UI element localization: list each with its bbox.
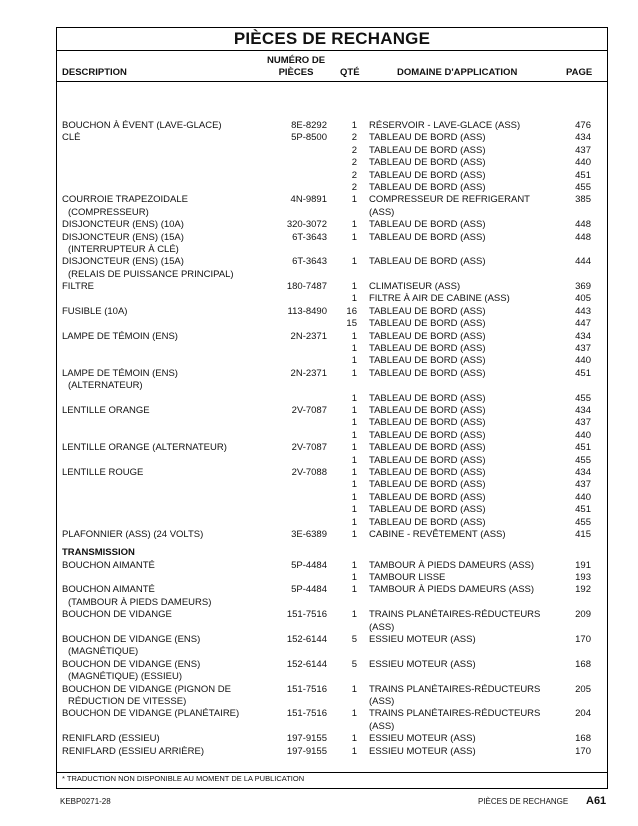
quantity-cell: 1 — [351, 231, 357, 243]
application-cell: RÉSERVOIR - LAVE-GLACE (ASS) — [369, 120, 521, 131]
table-row — [57, 145, 607, 157]
description-cell: BOUCHON DE VIDANGE (PLANÉTAIRE) — [62, 708, 240, 720]
description-cell: (MAGNÉTIQUE) — [68, 646, 139, 658]
application-cell: TABLEAU DE BORD (ASS) — [369, 318, 486, 330]
application-cell: TABLEAU DE BORD (ASS) — [369, 429, 486, 441]
table-row — [57, 256, 607, 268]
section-heading: TRANSMISSION — [62, 547, 135, 559]
header-page: PAGE — [566, 67, 593, 78]
table-row — [57, 207, 607, 219]
table-row — [57, 219, 607, 231]
quantity-cell: 15 — [346, 318, 357, 330]
table-row — [57, 380, 607, 392]
page-cell: 385 — [575, 194, 591, 206]
quantity-cell: 1 — [351, 417, 357, 429]
description-cell: RENIFLARD (ESSIEU) — [62, 733, 160, 745]
table-row — [57, 355, 607, 367]
header-description: DESCRIPTION — [62, 67, 127, 78]
application-cell: TABLEAU DE BORD (ASS) — [369, 157, 486, 169]
description-cell: DISJONCTEUR (ENS) (10A) — [62, 219, 184, 231]
description-cell: PLAFONNIER (ASS) (24 VOLTS) — [62, 528, 204, 540]
table-row — [57, 331, 607, 343]
page-cell: 455 — [575, 392, 591, 404]
part-number-cell: 5P-4484 — [291, 584, 327, 596]
table-row — [57, 671, 607, 683]
table-row — [57, 281, 607, 293]
application-cell: ESSIEU MOTEUR (ASS) — [369, 658, 476, 670]
description-cell: DISJONCTEUR (ENS) (15A) — [62, 256, 184, 268]
table-row — [57, 232, 607, 244]
part-number-cell: 151-7516 — [286, 609, 327, 621]
page-cell: 443 — [575, 305, 591, 317]
application-cell: (ASS) — [369, 206, 395, 218]
quantity-cell: 1 — [351, 559, 357, 571]
table-row — [57, 194, 607, 206]
description-cell: BOUCHON DE VIDANGE — [62, 609, 172, 621]
table-row — [57, 560, 607, 572]
description-cell: DISJONCTEUR (ENS) (15A) — [62, 231, 184, 243]
part-number-cell: 2N-2371 — [290, 367, 327, 379]
quantity-cell: 1 — [351, 466, 357, 478]
table-row — [57, 572, 607, 584]
application-cell: TABLEAU DE BORD (ASS) — [369, 491, 486, 503]
page-cell: 455 — [575, 181, 591, 193]
page-cell: 440 — [575, 355, 591, 367]
table-row — [57, 708, 607, 720]
table-row — [57, 417, 607, 429]
application-cell: ESSIEU MOTEUR (ASS) — [369, 745, 476, 757]
parts-list — [57, 120, 607, 758]
quantity-cell: 1 — [351, 491, 357, 503]
application-cell: TABLEAU DE BORD (ASS) — [369, 256, 486, 268]
quantity-cell: 1 — [351, 708, 357, 720]
application-cell: TABLEAU DE BORD (ASS) — [369, 132, 486, 144]
page-cell: 170 — [575, 745, 591, 757]
application-cell: TRAINS PLANÉTAIRES-RÉDUCTEURS — [369, 683, 541, 695]
application-cell: TABLEAU DE BORD (ASS) — [369, 181, 486, 193]
page-cell: 193 — [575, 572, 591, 584]
quantity-cell: 1 — [351, 281, 357, 293]
application-cell: TABLEAU DE BORD (ASS) — [369, 144, 486, 156]
application-cell: ESSIEU MOTEUR (ASS) — [369, 733, 476, 745]
table-row — [57, 442, 607, 454]
table-row — [57, 659, 607, 671]
page-cell: 168 — [575, 733, 591, 745]
quantity-cell: 1 — [351, 355, 357, 367]
application-cell: TABLEAU DE BORD (ASS) — [369, 516, 486, 528]
page-cell: 170 — [575, 634, 591, 646]
quantity-cell: 1 — [351, 516, 357, 528]
footnote-divider — [57, 772, 607, 773]
table-row — [57, 504, 607, 516]
quantity-cell: 1 — [351, 733, 357, 745]
quantity-cell: 1 — [351, 194, 357, 206]
quantity-cell: 1 — [351, 330, 357, 342]
description-cell: (ALTERNATEUR) — [68, 380, 143, 392]
application-cell: TABLEAU DE BORD (ASS) — [369, 355, 486, 367]
quantity-cell: 1 — [351, 745, 357, 757]
application-cell: TABLEAU DE BORD (ASS) — [369, 330, 486, 342]
quantity-cell: 1 — [351, 479, 357, 491]
table-row — [57, 170, 607, 182]
quantity-cell: 5 — [351, 658, 357, 670]
table-row — [57, 646, 607, 658]
table-row — [57, 529, 607, 541]
page-cell: 437 — [575, 343, 591, 355]
table-row — [57, 405, 607, 417]
footer-doc-code: KEBP0271-28 — [60, 797, 111, 806]
application-cell: (ASS) — [369, 720, 395, 732]
part-number-cell: 151-7516 — [286, 683, 327, 695]
page-cell: 455 — [575, 454, 591, 466]
part-number-cell: 197-9155 — [286, 745, 327, 757]
table-row — [57, 157, 607, 169]
application-cell: TABLEAU DE BORD (ASS) — [369, 305, 486, 317]
description-cell: FUSIBLE (10A) — [62, 305, 128, 317]
footnote: * TRADUCTION NON DISPONIBLE AU MOMENT DE LA PUBLICATION — [62, 774, 305, 783]
application-cell: (ASS) — [369, 695, 395, 707]
header-part-number-line2: PIÈCES — [278, 67, 314, 78]
page-cell: 440 — [575, 429, 591, 441]
quantity-cell: 2 — [351, 181, 357, 193]
table-row — [57, 244, 607, 256]
table-row — [57, 368, 607, 380]
application-cell: TRAINS PLANÉTAIRES-RÉDUCTEURS — [369, 708, 541, 720]
table-row — [57, 393, 607, 405]
page-cell: 437 — [575, 417, 591, 429]
table-row — [57, 733, 607, 745]
part-number-cell: 180-7487 — [286, 281, 327, 293]
table-row — [57, 269, 607, 281]
quantity-cell: 16 — [346, 305, 357, 317]
quantity-cell: 2 — [351, 144, 357, 156]
application-cell: TABLEAU DE BORD (ASS) — [369, 442, 486, 454]
header-part-number-line1: NUMÉRO DE — [266, 55, 326, 66]
description-cell: RENIFLARD (ESSIEU ARRIÈRE) — [62, 745, 204, 757]
description-cell: LENTILLE ORANGE — [62, 404, 150, 416]
description-cell: BOUCHON DE VIDANGE (ENS) — [62, 658, 201, 670]
title-divider — [57, 50, 607, 51]
page-cell: 191 — [575, 559, 591, 571]
application-cell: TABLEAU DE BORD (ASS) — [369, 219, 486, 231]
description-cell: BOUCHON À ÉVENT (LAVE-GLACE) — [62, 120, 222, 131]
page-cell: 437 — [575, 144, 591, 156]
page-cell: 437 — [575, 479, 591, 491]
page-title: PIÈCES DE RECHANGE — [233, 29, 431, 48]
description-cell: RÉDUCTION DE VITESSE) — [68, 695, 187, 707]
page-cell: 447 — [575, 318, 591, 330]
quantity-cell: 1 — [351, 392, 357, 404]
application-cell: TABLEAU DE BORD (ASS) — [369, 392, 486, 404]
description-cell: LENTILLE ROUGE — [62, 466, 144, 478]
page-cell: 451 — [575, 169, 591, 181]
application-cell: TRAINS PLANÉTAIRES-RÉDUCTEURS — [369, 609, 541, 621]
page-cell: 448 — [575, 219, 591, 231]
part-number-cell: 152-6144 — [286, 658, 327, 670]
page-cell: 209 — [575, 609, 591, 621]
description-cell: BOUCHON DE VIDANGE (ENS) — [62, 634, 201, 646]
table-row — [57, 684, 607, 696]
page-cell: 451 — [575, 504, 591, 516]
part-number-cell: 5P-4484 — [291, 559, 327, 571]
description-cell: COURROIE TRAPEZOIDALE — [62, 194, 188, 206]
application-cell: TABLEAU DE BORD (ASS) — [369, 454, 486, 466]
table-row — [57, 634, 607, 646]
part-number-cell: 113-8490 — [287, 305, 327, 317]
footer-section: PIÈCES DE RECHANGE — [478, 797, 569, 806]
page-cell: 476 — [575, 120, 591, 131]
part-number-cell: 2V-7087 — [291, 442, 327, 454]
table-row — [57, 306, 607, 318]
table-row — [57, 467, 607, 479]
application-cell: TAMBOUR À PIEDS DAMEURS (ASS) — [369, 584, 535, 596]
parts-table-frame — [56, 27, 608, 789]
application-cell: ESSIEU MOTEUR (ASS) — [369, 634, 476, 646]
page-cell: 451 — [575, 442, 591, 454]
quantity-cell: 1 — [351, 429, 357, 441]
quantity-cell: 1 — [351, 219, 357, 231]
page-cell: 204 — [575, 708, 591, 720]
page-cell: 440 — [575, 157, 591, 169]
table-row — [57, 547, 607, 559]
table-row — [57, 622, 607, 634]
description-cell: LENTILLE ORANGE (ALTERNATEUR) — [62, 442, 227, 454]
table-row — [57, 609, 607, 621]
quantity-cell: 1 — [351, 609, 357, 621]
page-cell: 205 — [575, 683, 591, 695]
part-number-cell: 152-6144 — [286, 634, 327, 646]
quantity-cell: 1 — [351, 528, 357, 540]
part-number-cell: 6T-3643 — [292, 256, 327, 268]
table-row — [57, 492, 607, 504]
quantity-cell: 1 — [351, 404, 357, 416]
quantity-cell: 2 — [351, 132, 357, 144]
quantity-cell: 1 — [351, 683, 357, 695]
table-row — [57, 696, 607, 708]
application-cell: TABLEAU DE BORD (ASS) — [369, 231, 486, 243]
description-cell: LAMPE DE TÉMOIN (ENS) — [62, 367, 178, 379]
description-cell: (TAMBOUR À PIEDS DAMEURS) — [68, 596, 212, 608]
part-number-cell: 2V-7087 — [291, 404, 327, 416]
footer-page-number: A61 — [586, 795, 607, 807]
quantity-cell: 1 — [351, 120, 357, 131]
application-cell: TABLEAU DE BORD (ASS) — [369, 479, 486, 491]
quantity-cell: 1 — [351, 504, 357, 516]
page-cell: 448 — [575, 231, 591, 243]
application-cell: TABLEAU DE BORD (ASS) — [369, 504, 486, 516]
table-row — [57, 584, 607, 596]
description-cell: LAMPE DE TÉMOIN (ENS) — [62, 330, 178, 342]
table-row — [57, 746, 607, 758]
page-cell: 369 — [575, 281, 591, 293]
quantity-cell: 1 — [351, 454, 357, 466]
header-divider — [57, 81, 607, 82]
header-qty: QTÉ — [340, 67, 360, 78]
page-cell: 405 — [575, 293, 591, 305]
table-row — [57, 343, 607, 355]
table-row — [57, 318, 607, 330]
page-cell: 451 — [575, 367, 591, 379]
table-row — [57, 597, 607, 609]
quantity-cell: 1 — [351, 367, 357, 379]
description-cell: BOUCHON AIMANTÉ — [62, 584, 155, 596]
quantity-cell: 1 — [351, 584, 357, 596]
application-cell: (ASS) — [369, 621, 395, 633]
application-cell: CLIMATISEUR (ASS) — [369, 281, 461, 293]
page-cell: 168 — [575, 658, 591, 670]
application-cell: TAMBOUR À PIEDS DAMEURS (ASS) — [369, 559, 535, 571]
application-cell: TAMBOUR LISSE — [369, 572, 446, 584]
page-cell: 440 — [575, 491, 591, 503]
table-row — [57, 479, 607, 491]
application-cell: TABLEAU DE BORD (ASS) — [369, 169, 486, 181]
description-cell: BOUCHON DE VIDANGE (PIGNON DE — [62, 683, 231, 695]
page-cell: 415 — [575, 528, 591, 540]
table-row — [57, 182, 607, 194]
page-cell: 455 — [575, 516, 591, 528]
quantity-cell: 2 — [351, 169, 357, 181]
application-cell: TABLEAU DE BORD (ASS) — [369, 466, 486, 478]
application-cell: FILTRE À AIR DE CABINE (ASS) — [369, 293, 510, 305]
quantity-cell: 5 — [351, 634, 357, 646]
table-row — [57, 430, 607, 442]
part-number-cell: 3E-6389 — [291, 528, 327, 540]
page-cell: 434 — [575, 466, 591, 478]
page-cell: 434 — [575, 404, 591, 416]
quantity-cell: 1 — [351, 442, 357, 454]
page-cell: 434 — [575, 132, 591, 144]
description-cell: (MAGNÉTIQUE) (ESSIEU) — [68, 671, 183, 683]
description-cell: (RELAIS DE PUISSANCE PRINCIPAL) — [68, 268, 234, 280]
application-cell: CABINE - REVÊTEMENT (ASS) — [369, 528, 506, 540]
part-number-cell: 8E-8292 — [291, 120, 327, 131]
quantity-cell: 1 — [351, 572, 357, 584]
description-cell: CLÉ — [62, 132, 81, 144]
header-application: DOMAINE D'APPLICATION — [397, 67, 518, 78]
part-number-cell: 2N-2371 — [290, 330, 327, 342]
page-cell: 444 — [575, 256, 591, 268]
part-number-cell: 197-9155 — [286, 733, 327, 745]
part-number-cell: 2V-7088 — [291, 466, 327, 478]
quantity-cell: 2 — [351, 157, 357, 169]
part-number-cell: 151-7516 — [286, 708, 327, 720]
quantity-cell: 1 — [351, 256, 357, 268]
table-row — [57, 455, 607, 467]
quantity-cell: 1 — [351, 343, 357, 355]
description-cell: (INTERRUPTEUR À CLÉ) — [68, 243, 179, 255]
description-cell: (COMPRESSEUR) — [68, 206, 149, 218]
part-number-cell: 320-3072 — [286, 219, 327, 231]
application-cell: COMPRESSEUR DE REFRIGERANT — [369, 194, 530, 206]
part-number-cell: 4N-9891 — [290, 194, 327, 206]
application-cell: TABLEAU DE BORD (ASS) — [369, 417, 486, 429]
description-cell: BOUCHON AIMANTÉ — [62, 559, 155, 571]
description-cell: FILTRE — [62, 281, 95, 293]
application-cell: TABLEAU DE BORD (ASS) — [369, 404, 486, 416]
page-cell: 434 — [575, 330, 591, 342]
table-row — [57, 120, 607, 132]
table-row — [57, 517, 607, 529]
table-row — [57, 293, 607, 305]
application-cell: TABLEAU DE BORD (ASS) — [369, 343, 486, 355]
quantity-cell: 1 — [351, 293, 357, 305]
table-row — [57, 132, 607, 144]
application-cell: TABLEAU DE BORD (ASS) — [369, 367, 486, 379]
table-row — [57, 721, 607, 733]
part-number-cell: 5P-8500 — [291, 132, 327, 144]
part-number-cell: 6T-3643 — [292, 231, 327, 243]
page-cell: 192 — [575, 584, 591, 596]
